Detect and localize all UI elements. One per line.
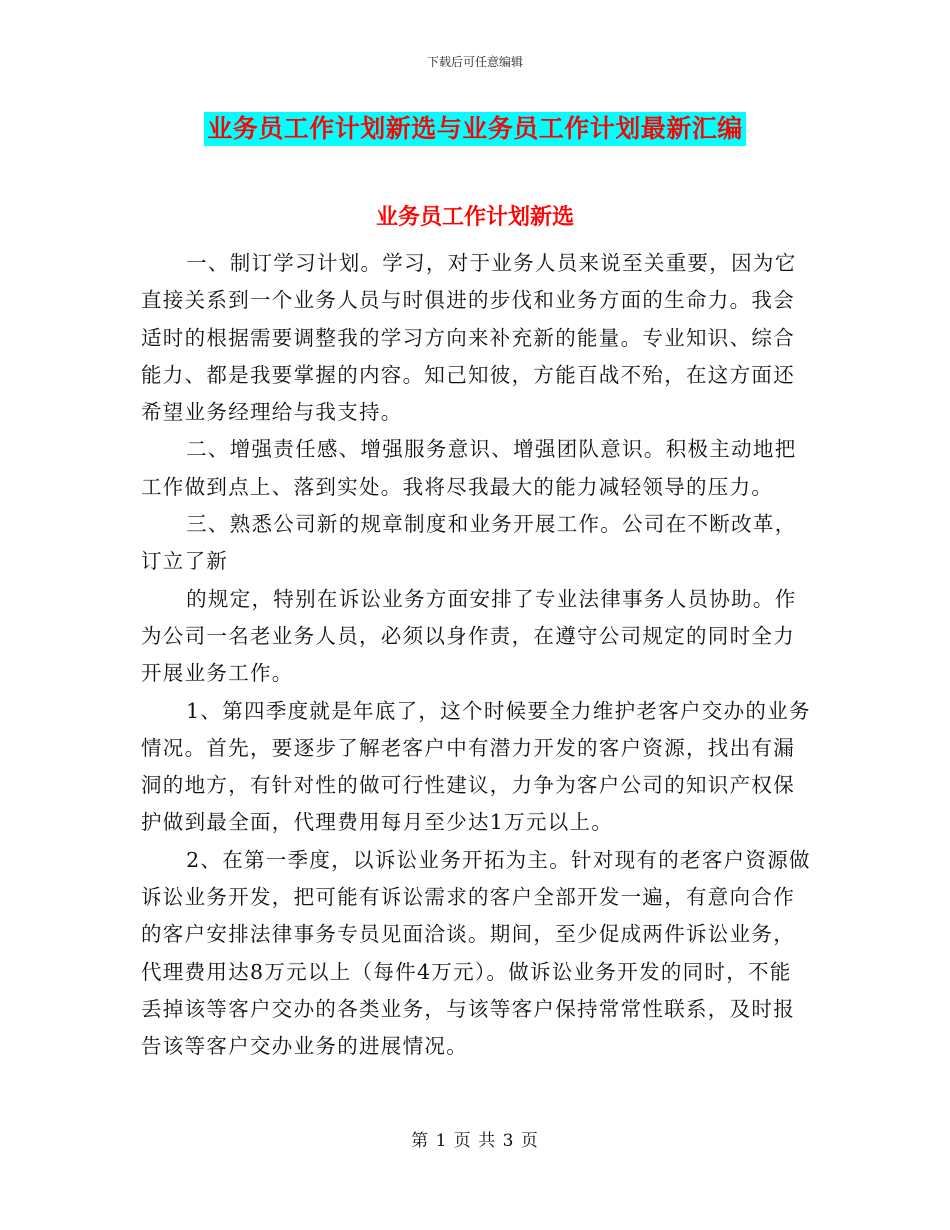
paragraph-rules-continued: 的规定，特别在诉讼业务方面安排了专业法律事务人员协助。作为公司一名老业务人员，必须以身作责，在遵守公司规定的同时全力开展业务工作。 — [141, 586, 797, 686]
document-body — [141, 222, 813, 1066]
document-title-container — [0, 112, 950, 146]
document-title: 业务员工作计划新选与业务员工作计划最新汇编 — [204, 112, 746, 146]
paragraph-q1: 2、在第一季度，以诉讼业务开拓为主。针对现有的老客户资源做诉讼业务开发，把可能有诉讼需求的客户全部开发一遍，有意向合作的客户安排法律事务专员见面洽谈。期间，至少促成两件诉讼业务，代理费用达8万元以上（每件4万元）。做诉讼业务开发的同时，不能丢掉该等客户交办的各类业务，与该等客户保持常常性联系，及时报告该等客户交办业务的进展情况。 — [141, 847, 811, 1059]
header-note: 下载后可任意编辑 — [426, 55, 523, 69]
paragraph-study-plan: 一、制订学习计划。学习，对于业务人员来说至关重要，因为它直接关系到一个业务人员与时俱进的步伐和业务方面的生命力。我会适时的根据需要调整我的学习方向来补充新的能量。专业知识、综合能力、都是我要掌握的内容。知己知彼，方能百战不殆，在这方面还希望业务经理给与我支持。 — [141, 251, 797, 425]
section-title: 业务员工作计划新选 — [375, 204, 574, 230]
paragraph-responsibility: 二、增强责任感、增强服务意识、增强团队意识。积极主动地把工作做到点上、落到实处。我将尽我最大的能力减轻领导的压力。 — [141, 437, 797, 499]
page-footer: 第 1 页 共 3 页 — [411, 1131, 539, 1151]
paragraph-q4: 1、第四季度就是年底了，这个时候要全力维护老客户交办的业务情况。首先，要逐步了解老客户中有潜力开发的客户资源，找出有漏洞的地方，有针对性的做可行性建议，力争为客户公司的知识产权保护做到最全面，代理费用每月至少达1万元以上。 — [141, 698, 811, 835]
paragraph-rules: 三、熟悉公司新的规章制度和业务开展工作。公司在不断改革，订立了新 — [141, 512, 797, 574]
